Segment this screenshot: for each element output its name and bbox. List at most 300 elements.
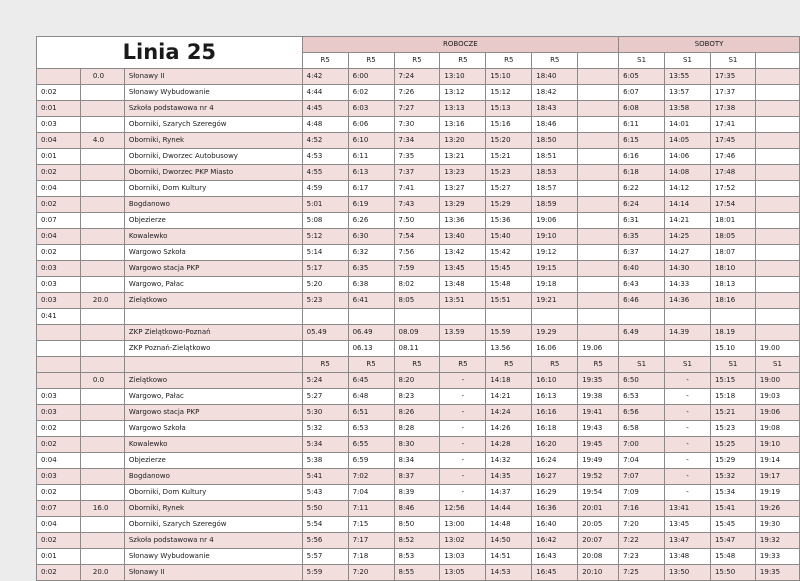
departure-time: 13:20 xyxy=(440,133,486,149)
departure-time xyxy=(578,197,619,213)
departure-time: 13:41 xyxy=(665,501,711,517)
table-row xyxy=(37,501,800,517)
departure-time: 15:51 xyxy=(486,293,532,309)
departure-time xyxy=(755,181,799,197)
stop-name: Oborniki, Dworzec PKP Miasto xyxy=(124,165,302,181)
departure-time: 13:40 xyxy=(440,229,486,245)
distance-km xyxy=(80,197,124,213)
travel-time: 0:02 xyxy=(37,85,81,101)
travel-time: 0:07 xyxy=(37,213,81,229)
stop-name: Wargowo stacja PKP xyxy=(124,405,302,421)
departure-time: 18:59 xyxy=(532,197,578,213)
departure-time: 15:48 xyxy=(486,277,532,293)
departure-time: 15:32 xyxy=(710,469,755,485)
table-row xyxy=(37,389,800,405)
travel-time: 0:03 xyxy=(37,405,81,421)
departure-time: 7:34 xyxy=(394,133,440,149)
stop-name: Bogdanowo xyxy=(124,469,302,485)
departure-time: 6:16 xyxy=(619,149,665,165)
stop-name: ZKP Poznań-Zielątkowo xyxy=(124,341,302,357)
departure-time: 7:20 xyxy=(619,517,665,533)
departure-time: 14:21 xyxy=(665,213,711,229)
table-row xyxy=(37,229,800,245)
departure-time xyxy=(755,277,799,293)
stop-name: ZKP Zielątkowo-Poznań xyxy=(124,325,302,341)
departure-time: 4:42 xyxy=(302,69,348,85)
travel-time: 0:03 xyxy=(37,389,81,405)
service-code: S1 xyxy=(665,357,711,373)
stop-name: Oborniki, Dom Kultury xyxy=(124,181,302,197)
departure-time: 18:51 xyxy=(532,149,578,165)
service-code: R5 xyxy=(440,357,486,373)
travel-time xyxy=(37,373,81,389)
departure-time: 15:20 xyxy=(486,133,532,149)
travel-time: 0:03 xyxy=(37,277,81,293)
departure-time: 6:26 xyxy=(348,213,394,229)
table-row xyxy=(37,277,800,293)
distance-km xyxy=(80,453,124,469)
departure-time: 6:24 xyxy=(619,197,665,213)
departure-time: 6:51 xyxy=(348,405,394,421)
service-code xyxy=(755,53,799,69)
departure-time: 7:18 xyxy=(348,549,394,565)
departure-time: 15:18 xyxy=(710,389,755,405)
distance-km xyxy=(80,277,124,293)
departure-time: 13:23 xyxy=(440,165,486,181)
table-row xyxy=(37,421,800,437)
distance-km: 16.0 xyxy=(80,501,124,517)
departure-time xyxy=(302,309,348,325)
departure-time: 6:07 xyxy=(619,85,665,101)
departure-time: 19:52 xyxy=(578,469,619,485)
service-code: S1 xyxy=(755,357,799,373)
stop-name: Szkoła podstawowa nr 4 xyxy=(124,533,302,549)
departure-time: 14:21 xyxy=(486,389,532,405)
departure-time: - xyxy=(665,469,711,485)
stop-name: Słonawy II xyxy=(124,69,302,85)
stop-name: Bogdanowo xyxy=(124,197,302,213)
departure-time: 17:46 xyxy=(710,149,755,165)
distance-km xyxy=(80,325,124,341)
departure-time: 8:37 xyxy=(394,469,440,485)
departure-time: 17:35 xyxy=(710,69,755,85)
departure-time: 6:02 xyxy=(348,85,394,101)
departure-time xyxy=(578,101,619,117)
departure-time: 6:11 xyxy=(619,117,665,133)
departure-time: 7:22 xyxy=(619,533,665,549)
departure-time: 15:27 xyxy=(486,181,532,197)
departure-time xyxy=(578,293,619,309)
distance-km xyxy=(80,165,124,181)
departure-time: 15.59 xyxy=(486,325,532,341)
stop-name: Oborniki, Szarych Szeregów xyxy=(124,517,302,533)
departure-time: 16:29 xyxy=(532,485,578,501)
departure-time: 6:35 xyxy=(619,229,665,245)
departure-time: 6:03 xyxy=(348,101,394,117)
departure-time: 7:20 xyxy=(348,565,394,581)
distance-km xyxy=(80,149,124,165)
departure-time: 19:06 xyxy=(755,405,799,421)
departure-time: 20:07 xyxy=(578,533,619,549)
departure-time: 14:48 xyxy=(486,517,532,533)
service-code: R5 xyxy=(394,53,440,69)
departure-time: 14:37 xyxy=(486,485,532,501)
departure-time xyxy=(755,101,799,117)
departure-time: 14:44 xyxy=(486,501,532,517)
empty-cell xyxy=(124,357,302,373)
departure-time: 6:55 xyxy=(348,437,394,453)
departure-time: 6:45 xyxy=(348,373,394,389)
departure-time: 8:30 xyxy=(394,437,440,453)
departure-time: 19:43 xyxy=(578,421,619,437)
departure-time: 15:45 xyxy=(710,517,755,533)
departure-time xyxy=(619,341,665,357)
departure-time: 6:41 xyxy=(348,293,394,309)
table-row xyxy=(37,453,800,469)
departure-time: 18:13 xyxy=(710,277,755,293)
distance-km: 0.0 xyxy=(80,69,124,85)
departure-time: 7:41 xyxy=(394,181,440,197)
departure-time: 19:26 xyxy=(755,501,799,517)
departure-time: 7:04 xyxy=(348,485,394,501)
departure-time: 15:25 xyxy=(710,437,755,453)
departure-time: - xyxy=(440,405,486,421)
departure-time: 16:16 xyxy=(532,405,578,421)
departure-time xyxy=(578,149,619,165)
departure-time: 18:07 xyxy=(710,245,755,261)
departure-time xyxy=(578,261,619,277)
stop-name: Objezierze xyxy=(124,453,302,469)
departure-time: 8:26 xyxy=(394,405,440,421)
group-saturday-header: SOBOTY xyxy=(619,37,800,53)
travel-time: 0:03 xyxy=(37,293,81,309)
departure-time: 6:19 xyxy=(348,197,394,213)
travel-time: 0:02 xyxy=(37,565,81,581)
departure-time xyxy=(578,117,619,133)
departure-time: - xyxy=(665,421,711,437)
departure-time: - xyxy=(440,485,486,501)
departure-time: 7:23 xyxy=(619,549,665,565)
departure-time: 6:31 xyxy=(619,213,665,229)
travel-time: 0:01 xyxy=(37,149,81,165)
departure-time xyxy=(578,245,619,261)
departure-time: 7:59 xyxy=(394,261,440,277)
departure-time: 6:38 xyxy=(348,277,394,293)
departure-time: 13:02 xyxy=(440,533,486,549)
table-row xyxy=(37,469,800,485)
departure-time: 13:21 xyxy=(440,149,486,165)
distance-km xyxy=(80,437,124,453)
distance-km: 4.0 xyxy=(80,133,124,149)
departure-time: 18:40 xyxy=(532,69,578,85)
departure-time: 15:16 xyxy=(486,117,532,133)
table-row xyxy=(37,325,800,341)
departure-time xyxy=(755,261,799,277)
departure-time: 7:07 xyxy=(619,469,665,485)
departure-time xyxy=(440,341,486,357)
departure-time: - xyxy=(665,437,711,453)
table-row xyxy=(37,309,800,325)
table-row xyxy=(37,117,800,133)
departure-time: 6:46 xyxy=(619,293,665,309)
departure-time: 19:10 xyxy=(532,229,578,245)
departure-time: 19:15 xyxy=(532,261,578,277)
departure-time: 15:36 xyxy=(486,213,532,229)
departure-time: 16:36 xyxy=(532,501,578,517)
departure-time xyxy=(532,309,578,325)
departure-time: 14:51 xyxy=(486,549,532,565)
departure-time: 13:55 xyxy=(665,69,711,85)
table-row xyxy=(37,261,800,277)
service-code xyxy=(578,53,619,69)
table-row xyxy=(37,133,800,149)
departure-time: 6:30 xyxy=(348,229,394,245)
departure-time: 6.49 xyxy=(619,325,665,341)
departure-time: 7:00 xyxy=(619,437,665,453)
departure-time: 6:53 xyxy=(619,389,665,405)
departure-time: 18:16 xyxy=(710,293,755,309)
stop-name: Oborniki, Dom Kultury xyxy=(124,485,302,501)
departure-time: 5:34 xyxy=(302,437,348,453)
departure-time: 14:24 xyxy=(486,405,532,421)
departure-time: 19:49 xyxy=(578,453,619,469)
departure-time: 13:42 xyxy=(440,245,486,261)
departure-time: 20:08 xyxy=(578,549,619,565)
stop-name: Oborniki, Rynek xyxy=(124,501,302,517)
departure-time: 16:42 xyxy=(532,533,578,549)
departure-time: 13:58 xyxy=(665,101,711,117)
travel-time: 0:01 xyxy=(37,549,81,565)
departure-time: 15:21 xyxy=(710,405,755,421)
departure-time: 14:08 xyxy=(665,165,711,181)
departure-time: 14:33 xyxy=(665,277,711,293)
empty-cell xyxy=(80,357,124,373)
departure-time: 7:24 xyxy=(394,69,440,85)
departure-time: 14:32 xyxy=(486,453,532,469)
departure-time: 6:43 xyxy=(619,277,665,293)
table-row xyxy=(37,85,800,101)
departure-time: 8:05 xyxy=(394,293,440,309)
departure-time: 19:18 xyxy=(532,277,578,293)
departure-time: 19:32 xyxy=(755,533,799,549)
departure-time: 15:13 xyxy=(486,101,532,117)
table-row xyxy=(37,165,800,181)
departure-time: 7:56 xyxy=(394,245,440,261)
departure-time: 5:57 xyxy=(302,549,348,565)
return-codes-row xyxy=(37,357,800,373)
distance-km xyxy=(80,229,124,245)
departure-time: 15:47 xyxy=(710,533,755,549)
departure-time: 06.13 xyxy=(348,341,394,357)
stop-name: Wargowo, Pałac xyxy=(124,389,302,405)
departure-time: 6:15 xyxy=(619,133,665,149)
departure-time xyxy=(578,309,619,325)
travel-time xyxy=(37,341,81,357)
page-title: Linia 25 xyxy=(37,37,303,69)
departure-time xyxy=(578,213,619,229)
service-code: R5 xyxy=(486,357,532,373)
departure-time: 19:08 xyxy=(755,421,799,437)
departure-time: 19:30 xyxy=(755,517,799,533)
departure-time: 14:27 xyxy=(665,245,711,261)
departure-time: 6:53 xyxy=(348,421,394,437)
service-code: R5 xyxy=(578,357,619,373)
departure-time: 13:05 xyxy=(440,565,486,581)
departure-time: 15:23 xyxy=(486,165,532,181)
service-code: R5 xyxy=(348,53,394,69)
departure-time: 13:10 xyxy=(440,69,486,85)
departure-time: 8:23 xyxy=(394,389,440,405)
departure-time: 7:15 xyxy=(348,517,394,533)
departure-time: 15:10 xyxy=(486,69,532,85)
departure-time: 7:50 xyxy=(394,213,440,229)
departure-time: 5:27 xyxy=(302,389,348,405)
stop-name: Kowalewko xyxy=(124,437,302,453)
table-row xyxy=(37,549,800,565)
stop-name: Zielątkowo xyxy=(124,373,302,389)
departure-time: 19.00 xyxy=(755,341,799,357)
departure-time: 13:03 xyxy=(440,549,486,565)
departure-time: 7:54 xyxy=(394,229,440,245)
table-row xyxy=(37,101,800,117)
departure-time: - xyxy=(665,389,711,405)
departure-time: 20:01 xyxy=(578,501,619,517)
departure-time xyxy=(755,69,799,85)
distance-km xyxy=(80,485,124,501)
departure-time: - xyxy=(665,485,711,501)
stop-name: Kowalewko xyxy=(124,229,302,245)
departure-time: 15:12 xyxy=(486,85,532,101)
travel-time: 0:41 xyxy=(37,309,81,325)
departure-time xyxy=(440,309,486,325)
departure-time xyxy=(755,165,799,181)
departure-time: - xyxy=(665,373,711,389)
departure-time: 6:05 xyxy=(619,69,665,85)
departure-time: 8:39 xyxy=(394,485,440,501)
table-row xyxy=(37,437,800,453)
departure-time xyxy=(755,309,799,325)
stop-name xyxy=(124,309,302,325)
distance-km xyxy=(80,405,124,421)
service-code: R5 xyxy=(302,53,348,69)
departure-time xyxy=(755,85,799,101)
departure-time: 19.29 xyxy=(532,325,578,341)
departure-time: - xyxy=(440,373,486,389)
travel-time: 0:02 xyxy=(37,437,81,453)
table-row xyxy=(37,517,800,533)
table-row xyxy=(37,405,800,421)
departure-time xyxy=(578,229,619,245)
departure-time: 16:13 xyxy=(532,389,578,405)
departure-time: 5:23 xyxy=(302,293,348,309)
departure-time: - xyxy=(440,437,486,453)
departure-time: 17:45 xyxy=(710,133,755,149)
departure-time: 15:48 xyxy=(710,549,755,565)
service-code: S1 xyxy=(619,53,665,69)
departure-time: 5:14 xyxy=(302,245,348,261)
departure-time: 5:54 xyxy=(302,517,348,533)
departure-time: 7:02 xyxy=(348,469,394,485)
departure-time: 18.19 xyxy=(710,325,755,341)
departure-time: 19:38 xyxy=(578,389,619,405)
departure-time: 14:36 xyxy=(665,293,711,309)
departure-time xyxy=(348,309,394,325)
departure-time: 16:40 xyxy=(532,517,578,533)
departure-time: 08.11 xyxy=(394,341,440,357)
departure-time xyxy=(578,69,619,85)
distance-km xyxy=(80,101,124,117)
table-row xyxy=(37,213,800,229)
distance-km xyxy=(80,261,124,277)
departure-time: 8:46 xyxy=(394,501,440,517)
stop-name: Objezierze xyxy=(124,213,302,229)
departure-time: 5:38 xyxy=(302,453,348,469)
travel-time: 0:04 xyxy=(37,181,81,197)
departure-time: 5:12 xyxy=(302,229,348,245)
departure-time: 13:48 xyxy=(665,549,711,565)
departure-time: 17:54 xyxy=(710,197,755,213)
departure-time: 17:48 xyxy=(710,165,755,181)
departure-time: 7:04 xyxy=(619,453,665,469)
departure-time: 15:21 xyxy=(486,149,532,165)
departure-time: 13:51 xyxy=(440,293,486,309)
departure-time: 14:12 xyxy=(665,181,711,197)
departure-time: 13:16 xyxy=(440,117,486,133)
table-row xyxy=(37,197,800,213)
departure-time: 16:43 xyxy=(532,549,578,565)
departure-time: 6:40 xyxy=(619,261,665,277)
stop-name: Oborniki, Rynek xyxy=(124,133,302,149)
departure-time: 13:47 xyxy=(665,533,711,549)
stop-name: Oborniki, Szarych Szeregów xyxy=(124,117,302,133)
departure-time: 6:10 xyxy=(348,133,394,149)
departure-time xyxy=(755,197,799,213)
service-code: S1 xyxy=(710,357,755,373)
departure-time: 5:20 xyxy=(302,277,348,293)
distance-km: 20.0 xyxy=(80,293,124,309)
group-weekday-header: ROBOCZE xyxy=(302,37,618,53)
travel-time: 0:02 xyxy=(37,197,81,213)
departure-time: 8:52 xyxy=(394,533,440,549)
departure-time: 7:25 xyxy=(619,565,665,581)
departure-time: 7:17 xyxy=(348,533,394,549)
departure-time: 16:45 xyxy=(532,565,578,581)
departure-time: 4:45 xyxy=(302,101,348,117)
departure-time: 6:59 xyxy=(348,453,394,469)
travel-time: 0:02 xyxy=(37,533,81,549)
timetable xyxy=(36,36,800,581)
departure-time: 19.06 xyxy=(578,341,619,357)
departure-time: 13:48 xyxy=(440,277,486,293)
table-row xyxy=(37,485,800,501)
travel-time xyxy=(37,69,81,85)
departure-time: 19:19 xyxy=(755,485,799,501)
travel-time: 0:04 xyxy=(37,229,81,245)
departure-time: 05.49 xyxy=(302,325,348,341)
departure-time: 19:10 xyxy=(755,437,799,453)
distance-km xyxy=(80,389,124,405)
departure-time: 19:12 xyxy=(532,245,578,261)
travel-time: 0:03 xyxy=(37,117,81,133)
travel-time: 0:03 xyxy=(37,469,81,485)
departure-time: 20:10 xyxy=(578,565,619,581)
departure-time: 6:06 xyxy=(348,117,394,133)
departure-time xyxy=(665,341,711,357)
empty-cell xyxy=(37,357,81,373)
departure-time: 7:43 xyxy=(394,197,440,213)
stop-name: Wargowo stacja PKP xyxy=(124,261,302,277)
distance-km xyxy=(80,549,124,565)
